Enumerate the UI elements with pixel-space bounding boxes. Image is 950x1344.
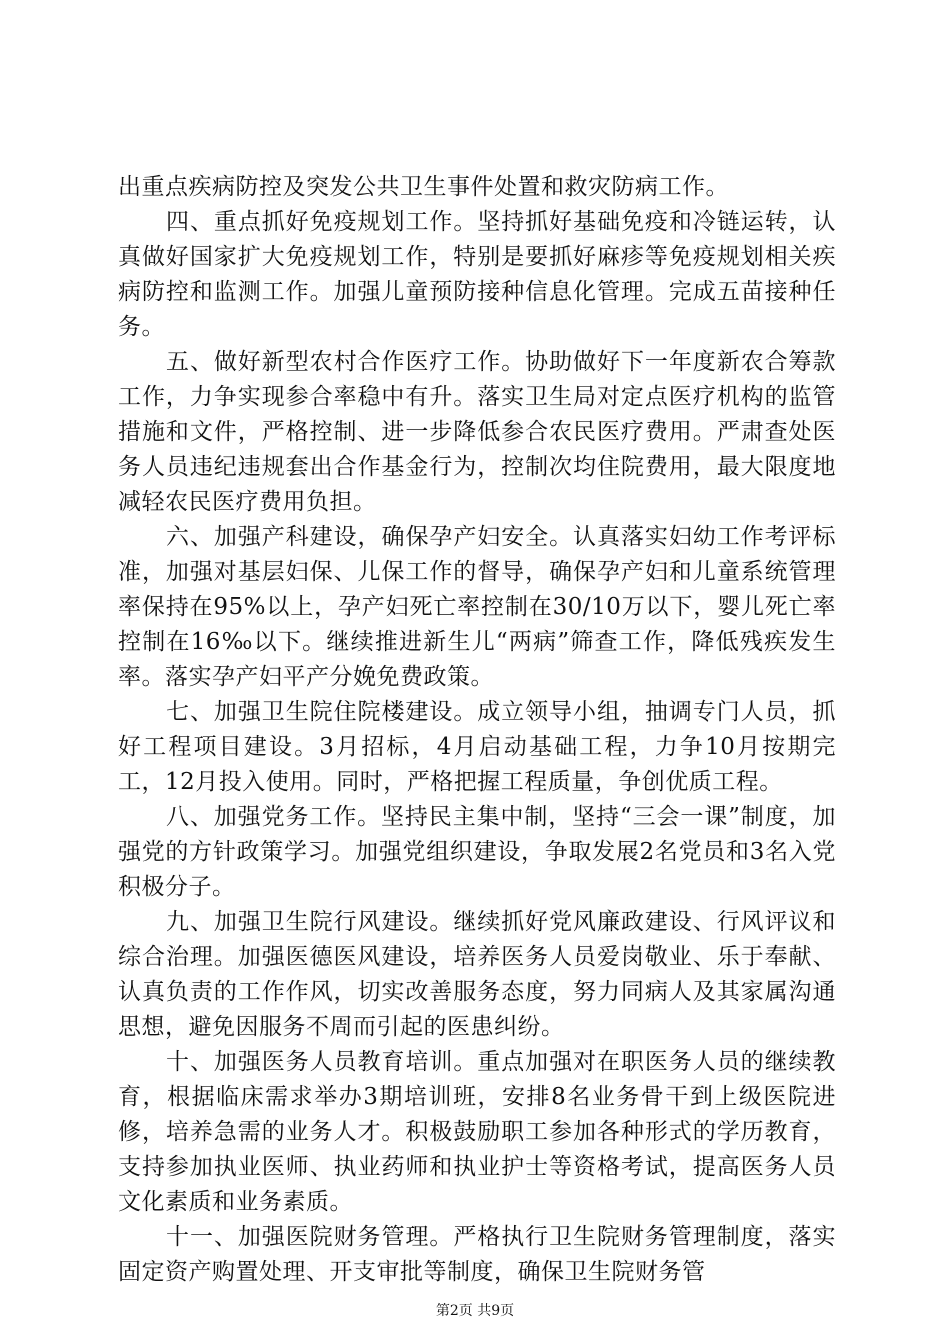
- paragraph-immunization-planning: 四、重点抓好免疫规划工作。坚持抓好基础免疫和冷链运转，认真做好国家扩大免疫规划工作，特别是要抓好麻疹等免疫规划相关疾病防控和监测工作。加强儿童预防接种信息化管理。完成五苗接种任务。: [118, 209, 836, 340]
- document-body: [118, 170, 836, 1290]
- paragraph-financial-management: 十一、加强医院财务管理。严格执行卫生院财务管理制度，落实固定资产购置处理、开支审批等制度，确保卫生院财务管: [118, 1224, 836, 1285]
- paragraph-party-affairs: 八、加强党务工作。坚持民主集中制，坚持“三会一课”制度，加强党的方针政策学习。加强党组织建设，争取发展2名党员和3名入党积极分子。: [118, 804, 836, 900]
- paragraph-conduct-building: 九、加强卫生院行风建设。继续抓好党风廉政建设、行风评议和综合治理。加强医德医风建设，培养医务人员爱岗敬业、乐于奉献、认真负责的工作作风，切实改善服务态度，努力同病人及其家属沟通思想，避免因服务不周而引起的医患纠纷。: [118, 909, 836, 1040]
- paragraph-staff-training: 十、加强医务人员教育培训。重点加强对在职医务人员的继续教育，根据临床需求举办3期培训班，安排8名业务骨干到上级医院进修，培养急需的业务人才。积极鼓励职工参加各种形式的学历教育，支持参加执业医师、执业药师和执业护士等资格考试，提高医务人员文化素质和业务素质。: [118, 1049, 836, 1215]
- paragraph-continuation: 出重点疾病防控及突发公共卫生事件处置和救灾防病工作。: [118, 174, 729, 200]
- paragraph-obstetrics: 六、加强产科建设，确保孕产妇安全。认真落实妇幼工作考评标准，加强对基层妇保、儿保工作的督导，确保孕产妇和儿童系统管理率保持在95%以上，孕产妇死亡率控制在30/10万以下，婴儿死亡率控制在16‰以下。继续推进新生儿“两病”筛查工作，降低残疾发生率。落实孕产妇平产分娩免费政策。: [118, 524, 836, 690]
- paragraph-rural-cooperative-medical: 五、做好新型农村合作医疗工作。协助做好下一年度新农合筹款工作，力争实现参合率稳中有升。落实卫生局对定点医疗机构的监管措施和文件，严格控制、进一步降低参合农民医疗费用。严肃查处医务人员违纪违规套出合作基金行为，控制次均住院费用，最大限度地减轻农民医疗费用负担。: [118, 349, 836, 515]
- page-footer: [0, 1302, 950, 1320]
- page-number-label: 第2页 共9页: [435, 1303, 515, 1319]
- paragraph-inpatient-building: 七、加强卫生院住院楼建设。成立领导小组，抽调专门人员，抓好工程项目建设。3月招标，4月启动基础工程，力争10月按期完工，12月投入使用。同时，严格把握工程质量，争创优质工程。: [118, 699, 836, 795]
